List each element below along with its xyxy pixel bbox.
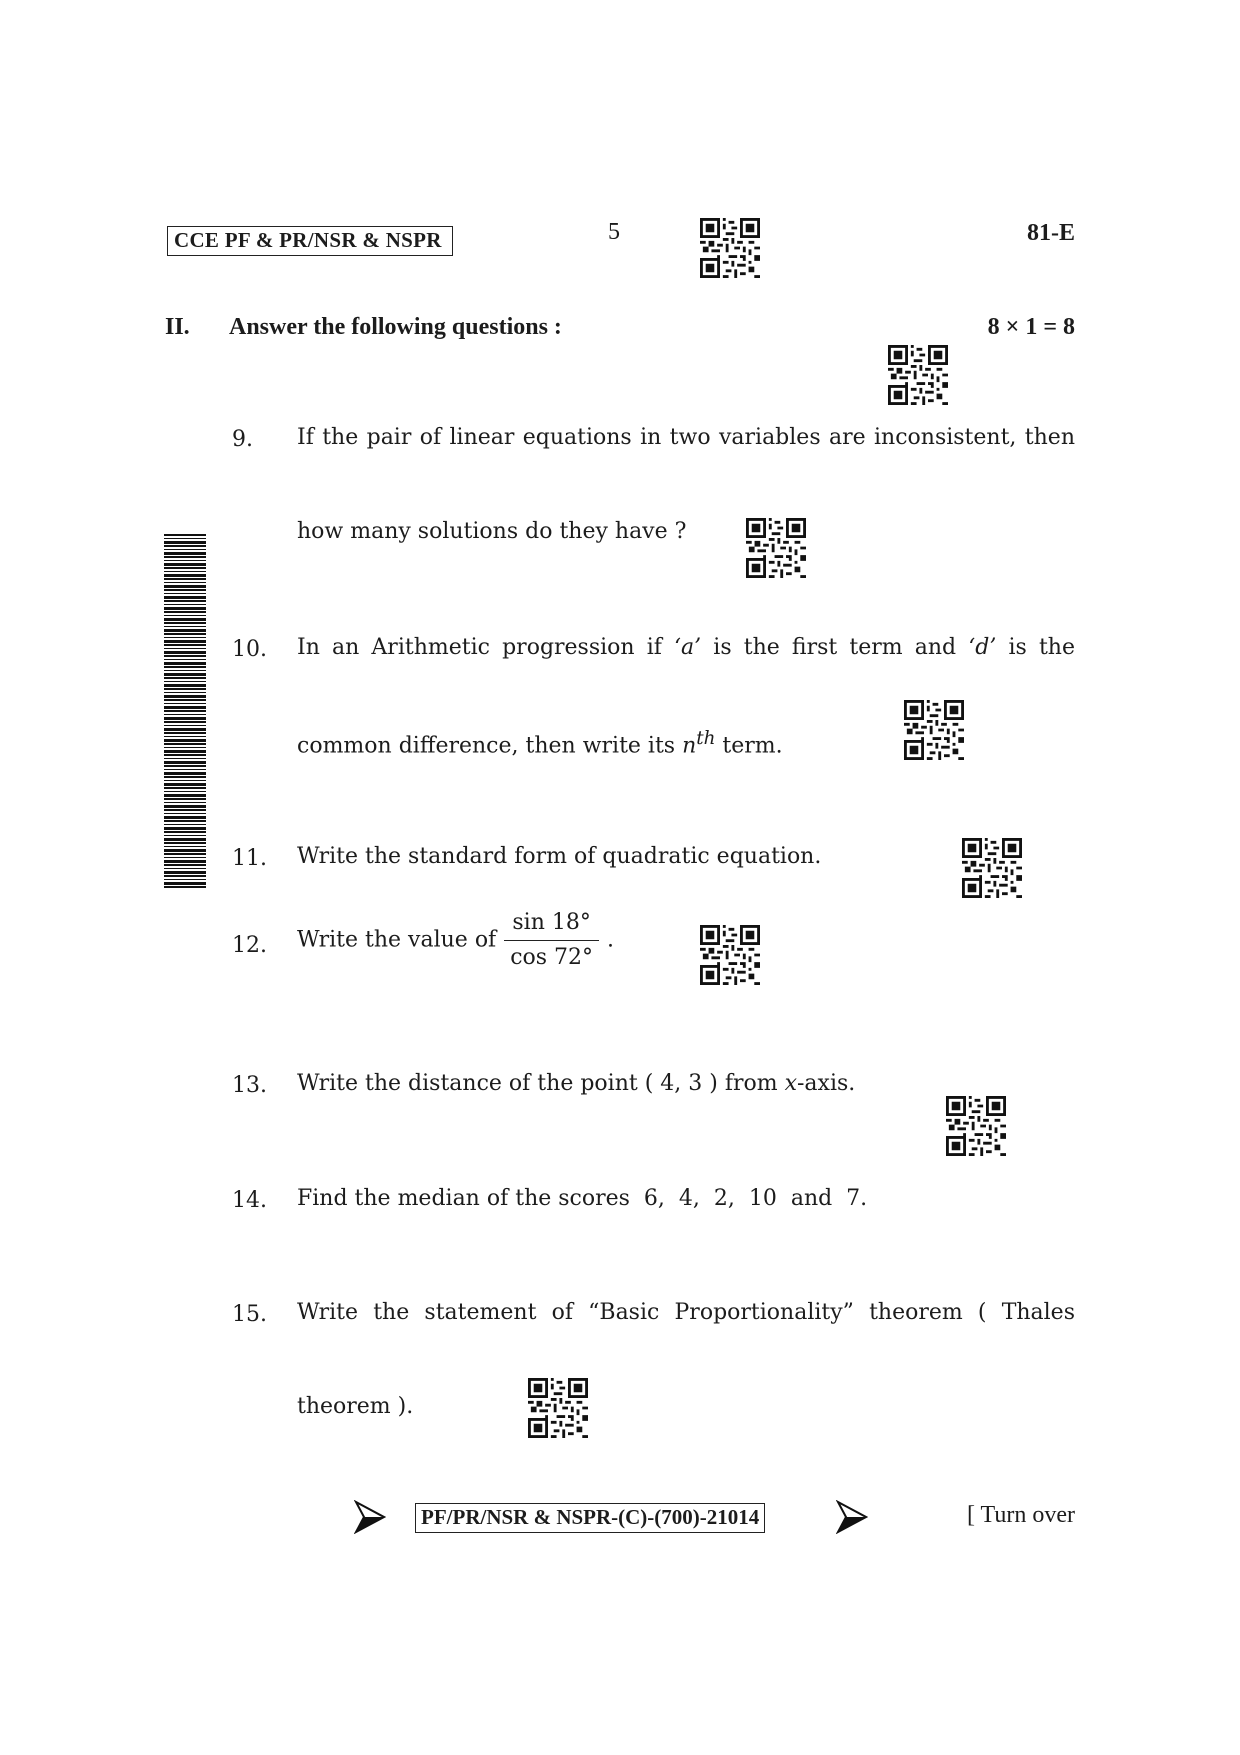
question-number: 12. <box>232 933 267 958</box>
question-number: 15. <box>232 1302 267 1327</box>
page-number: 5 <box>608 219 620 245</box>
question-number: 9. <box>232 427 253 452</box>
question-9-line-1: If the pair of linear equations in two variables are inconsistent, then <box>297 425 1075 450</box>
text-segment: is the <box>996 635 1075 660</box>
question-number: 10. <box>232 637 267 662</box>
superscript-th: th <box>696 728 716 749</box>
paper-code: 81-E <box>1027 220 1075 246</box>
variable-a: ‘a’ <box>674 635 702 660</box>
text-segment: term. <box>715 733 783 759</box>
variable-n: n <box>682 733 697 759</box>
text-segment: Write the value of <box>297 927 497 953</box>
question-number: 14. <box>232 1188 267 1213</box>
variable-d: ‘d’ <box>968 635 997 660</box>
qr-code-icon <box>746 518 806 578</box>
section-marks: 8 × 1 = 8 <box>987 314 1075 340</box>
section-title: Answer the following questions : <box>229 314 562 340</box>
question-9-line-2: how many solutions do they have ? <box>297 519 687 544</box>
text-segment: -axis. <box>797 1071 856 1096</box>
question-14-text: Find the median of the scores 6, 4, 2, 10 and 7. <box>297 1186 868 1211</box>
turn-over-text: [ Turn over <box>966 1502 1075 1528</box>
question-number: 13. <box>232 1073 267 1098</box>
qr-code-icon <box>888 345 948 405</box>
arrow-right-icon <box>354 1500 386 1534</box>
text-segment: Write the distance of the point ( 4, 3 ) from <box>297 1071 785 1096</box>
qr-code-icon <box>528 1378 588 1438</box>
exam-code-box: CCE PF & PR/NSR & NSPR <box>167 226 453 256</box>
fraction-denominator: cos 72° <box>510 945 594 970</box>
question-11-text: Write the standard form of quadratic equation. <box>297 844 822 869</box>
fraction <box>504 912 599 969</box>
text-segment: . <box>607 927 615 953</box>
barcode-icon <box>164 534 206 890</box>
question-15-line-2: theorem ). <box>297 1394 414 1419</box>
text-segment: is the first term and <box>701 635 969 660</box>
qr-code-icon <box>700 925 760 985</box>
question-10-line-1 <box>297 637 1075 659</box>
qr-code-icon <box>962 838 1022 898</box>
text-segment: In an Arithmetic progression if <box>297 635 675 660</box>
question-15-line-1: Write the statement of “Basic Proportionality” theorem ( Thales <box>297 1300 1075 1325</box>
variable-x: x <box>784 1071 797 1096</box>
text-segment: common difference, then write its <box>297 733 683 759</box>
qr-code-icon <box>700 218 760 278</box>
section-number: II. <box>165 314 190 340</box>
fraction-numerator: sin 18° <box>504 912 599 941</box>
footer-code-box: PF/PR/NSR & NSPR-(C)-(700)-21014 <box>415 1503 765 1533</box>
qr-code-icon <box>904 700 964 760</box>
question-13-text <box>297 1073 1075 1095</box>
qr-code-icon <box>946 1096 1006 1156</box>
question-number: 11. <box>232 846 267 871</box>
question-12-text <box>297 912 1075 969</box>
arrow-right-icon <box>836 1500 868 1534</box>
